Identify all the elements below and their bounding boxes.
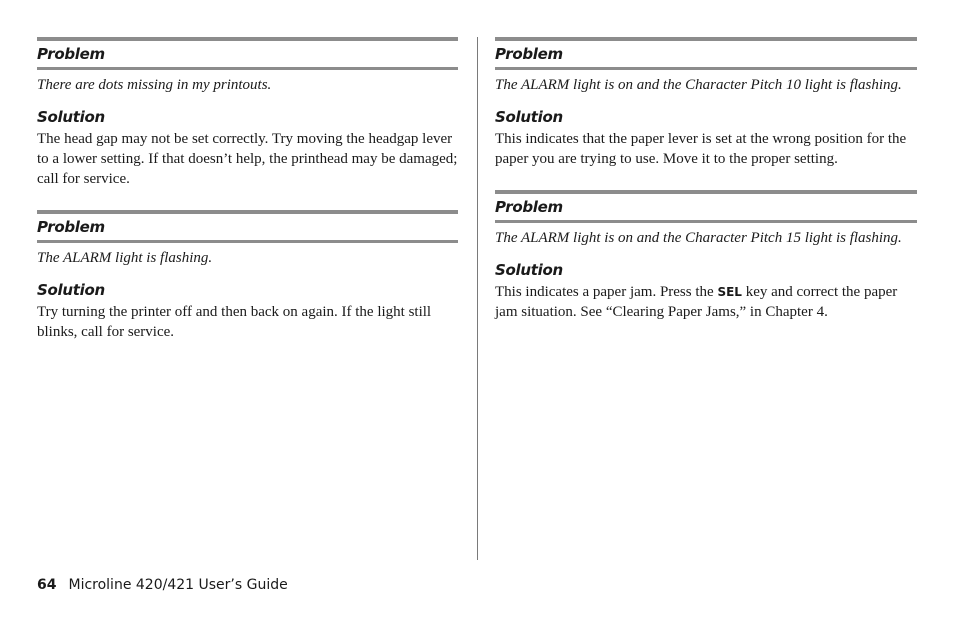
solution-text-after-key: key and correct the paper jam situation. See “Clearing Paper Jams,” in Chapter 4. bbox=[495, 284, 898, 320]
troubleshooting-entry bbox=[495, 190, 917, 322]
troubleshooting-entry bbox=[37, 37, 458, 189]
solution-heading: Solution bbox=[37, 108, 105, 126]
page-number: 64 bbox=[37, 577, 57, 593]
problem-text: The ALARM light is on and the Character Pitch 15 light is flashing. bbox=[495, 230, 902, 246]
problem-text: The ALARM light is flashing. bbox=[37, 250, 213, 266]
column-divider bbox=[477, 37, 478, 560]
solution-text: This indicates that the paper lever is set at the wrong position for the paper you are trying to use. Move it to the proper setting. bbox=[495, 131, 907, 167]
left-column bbox=[37, 37, 458, 363]
problem-heading: Problem bbox=[495, 190, 917, 223]
solution-text: Try turning the printer off and then back on again. If the light still blinks, call for service. bbox=[37, 304, 432, 340]
problem-heading: Problem bbox=[495, 37, 917, 70]
problem-text: The ALARM light is on and the Character Pitch 10 light is flashing. bbox=[495, 77, 902, 93]
solution-heading: Solution bbox=[495, 108, 563, 126]
solution-heading: Solution bbox=[495, 261, 563, 279]
solution-text-before-key: This indicates a paper jam. Press the bbox=[495, 284, 718, 300]
right-column bbox=[495, 37, 917, 343]
solution-text: The head gap may not be set correctly. Try moving the headgap lever to a lower setting. If that doesn’t help, the printhead may be damaged; call for service. bbox=[37, 131, 458, 187]
troubleshooting-entry bbox=[37, 210, 458, 342]
problem-heading: Problem bbox=[37, 37, 458, 70]
problem-heading: Problem bbox=[37, 210, 458, 243]
solution-heading: Solution bbox=[37, 281, 105, 299]
guide-title: Microline 420/421 User’s Guide bbox=[68, 577, 288, 593]
page-footer bbox=[37, 576, 288, 594]
troubleshooting-entry bbox=[495, 37, 917, 169]
sel-key-label: SEL bbox=[717, 285, 742, 299]
solution-text bbox=[495, 282, 917, 322]
problem-text: There are dots missing in my printouts. bbox=[37, 77, 272, 93]
